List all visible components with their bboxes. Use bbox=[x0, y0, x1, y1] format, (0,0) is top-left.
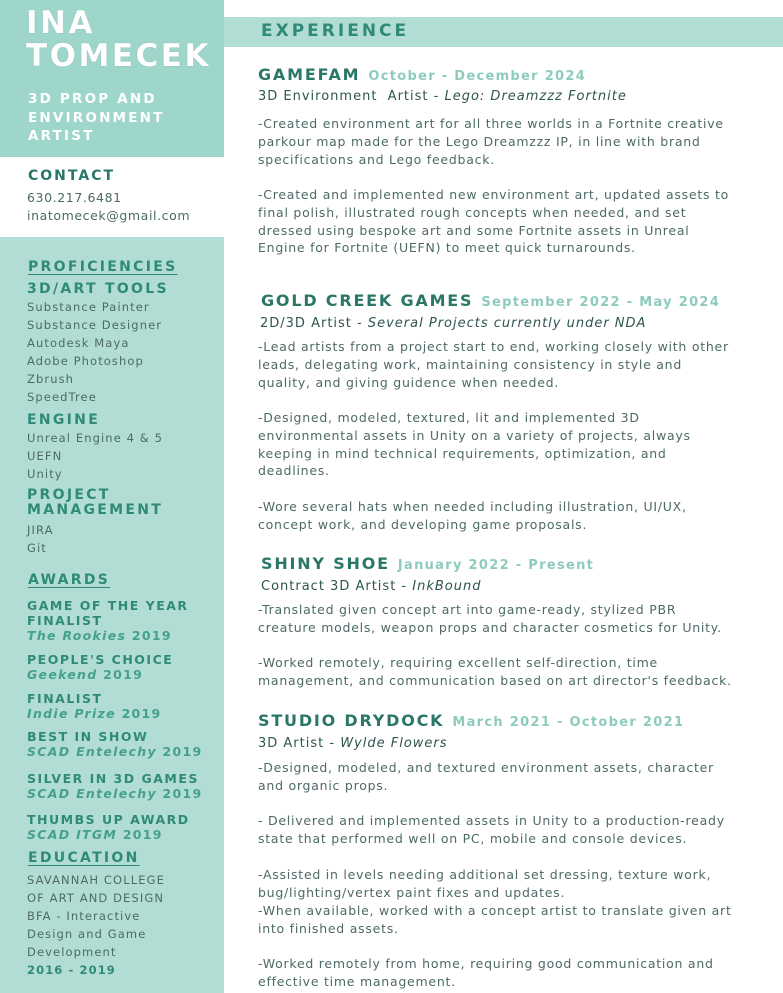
job-title-line: 3D PROP AND bbox=[28, 91, 157, 107]
contact-heading: CONTACT bbox=[28, 168, 116, 184]
award-title: PEOPLE'S CHOICE bbox=[27, 652, 174, 667]
company-name: GOLD CREEK GAMES bbox=[261, 291, 474, 310]
job-description: -Worked remotely, requiring excellent self-direction, time management, and communication based on art director's feedback. bbox=[258, 655, 732, 688]
award-title: BEST IN SHOW bbox=[27, 729, 149, 744]
job-role bbox=[258, 89, 627, 104]
job-description: -Wore several hats when needed including illustration, UI/UX, concept work, and developing game proposals. bbox=[258, 499, 687, 532]
award-org-name: Geekend bbox=[27, 667, 98, 682]
award-org-name: SCAD Entelechy bbox=[27, 786, 157, 801]
skill-item: Unreal Engine 4 & 5 bbox=[27, 431, 164, 445]
award-title: THUMBS UP AWARD bbox=[27, 812, 190, 827]
award-org bbox=[27, 706, 162, 721]
award-org-name: SCAD Entelechy bbox=[27, 744, 157, 759]
job-header bbox=[258, 65, 586, 84]
phone-number: 630.217.6481 bbox=[27, 190, 122, 205]
role-title: 3D Environment Artist - bbox=[258, 89, 445, 104]
award-year: 2019 bbox=[162, 744, 203, 759]
award-org bbox=[27, 628, 172, 643]
role-title: 2D/3D Artist - bbox=[260, 316, 368, 331]
company-name: SHINY SHOE bbox=[261, 554, 390, 573]
job-role bbox=[258, 736, 448, 751]
education-years: 2016 - 2019 bbox=[27, 963, 116, 977]
proficiencies-heading: PROFICIENCIES bbox=[28, 259, 178, 275]
education-line: Design and Game bbox=[27, 927, 147, 941]
project-name: Several Projects currently under NDA bbox=[367, 316, 647, 331]
award-org bbox=[27, 667, 143, 682]
award-year: 2019 bbox=[103, 667, 144, 682]
job-description: -Created and implemented new environment art, updated assets to final polish, illustrated rough concepts when needed, and set dressed using bespoke art and some Fortnite assets in Unreal Engine for Fortnite (UEFN) to meet quick turnarounds. bbox=[258, 187, 730, 256]
skill-item: Adobe Photoshop bbox=[27, 354, 144, 368]
job-description: - Delivered and implemented assets in Unity to a production-ready state that performed well on PC, mobile and console devices. bbox=[258, 813, 725, 846]
skill-item: JIRA bbox=[27, 523, 54, 537]
job-dates: March 2021 - October 2021 bbox=[452, 715, 685, 730]
project-name: Lego: Dreamzzz Fortnite bbox=[444, 89, 627, 104]
award-year: 2019 bbox=[162, 786, 203, 801]
art-tools-heading: 3D/ART TOOLS bbox=[27, 281, 169, 297]
job-description: -Assisted in levels needing additional set dressing, texture work, bug/lighting/vertex paint fixes and updates. bbox=[258, 867, 712, 900]
company-name: GAMEFAM bbox=[258, 65, 361, 84]
skill-item: Zbrush bbox=[27, 372, 75, 386]
award-org bbox=[27, 827, 163, 842]
award-org-name: SCAD ITGM bbox=[27, 827, 118, 842]
award-title: SILVER IN 3D GAMES bbox=[27, 771, 199, 786]
education-line: SAVANNAH COLLEGE bbox=[27, 873, 165, 887]
job-role bbox=[261, 579, 481, 594]
job-title-line: ARTIST bbox=[28, 128, 95, 144]
project-name: Wylde Flowers bbox=[340, 736, 448, 751]
award-title: GAME OF THE YEAR bbox=[27, 598, 189, 613]
project-management-heading: MANAGEMENT bbox=[27, 502, 164, 518]
job-description: -Translated given concept art into game-ready, stylized PBR creature models, weapon props and character cosmetics for Unity. bbox=[258, 602, 722, 635]
job-title-line: ENVIRONMENT bbox=[28, 109, 165, 126]
job-description: -Designed, modeled, and textured environment assets, character and organic props. bbox=[258, 760, 714, 793]
experience-heading: EXPERIENCE bbox=[261, 21, 410, 41]
skill-item: Unity bbox=[27, 467, 63, 481]
job-description: -Lead artists from a project start to end, working closely with other leads, delegating work, maintaining consistency in style and quality, and giving guidence when needed. bbox=[258, 339, 729, 390]
job-header bbox=[261, 554, 594, 573]
skill-item: Substance Designer bbox=[27, 318, 163, 332]
first-name: INA bbox=[26, 5, 95, 41]
job-description: -Worked remotely from home, requiring good communication and effective time management. bbox=[258, 956, 714, 989]
award-org-name: Indie Prize bbox=[27, 706, 116, 721]
skill-item: SpeedTree bbox=[27, 390, 97, 404]
project-name: InkBound bbox=[412, 579, 482, 594]
job-description: -Created environment art for all three worlds in a Fortnite creative parkour map made for the Lego Dreamzzz IP, in line with brand specifications and Lego feedback. bbox=[258, 116, 724, 167]
skill-item: Autodesk Maya bbox=[27, 336, 130, 350]
award-org-name: The Rookies bbox=[27, 628, 127, 643]
engine-heading: ENGINE bbox=[27, 412, 101, 428]
award-org bbox=[27, 786, 203, 801]
award-year: 2019 bbox=[121, 706, 162, 721]
job-dates: October - December 2024 bbox=[368, 69, 587, 84]
role-title: 3D Artist - bbox=[258, 736, 341, 751]
job-dates: January 2022 - Present bbox=[397, 558, 595, 573]
email-address: inatomecek@gmail.com bbox=[27, 208, 191, 223]
education-line: BFA - Interactive bbox=[27, 909, 141, 923]
job-header bbox=[261, 291, 720, 310]
award-title: FINALIST bbox=[27, 613, 103, 628]
awards-heading: AWARDS bbox=[28, 572, 111, 588]
award-year: 2019 bbox=[131, 628, 172, 643]
last-name: TOMECEK bbox=[26, 38, 211, 74]
education-line: OF ART AND DESIGN bbox=[27, 891, 165, 905]
job-role bbox=[260, 316, 646, 331]
award-year: 2019 bbox=[122, 827, 163, 842]
skill-item: Substance Painter bbox=[27, 300, 150, 314]
education-line: Development bbox=[27, 945, 117, 959]
education-heading: EDUCATION bbox=[28, 850, 140, 866]
skill-item: Git bbox=[27, 541, 47, 555]
job-description: -Designed, modeled, textured, lit and implemented 3D environmental assets in Unity on a variety of projects, always keeping in mind technical requirements, optimization, and deadlines. bbox=[258, 410, 691, 479]
award-title: FINALIST bbox=[27, 691, 103, 706]
skill-item: UEFN bbox=[27, 449, 63, 463]
job-dates: September 2022 - May 2024 bbox=[481, 295, 721, 310]
project-management-heading: PROJECT bbox=[27, 487, 111, 503]
company-name: STUDIO DRYDOCK bbox=[258, 711, 445, 730]
role-title: Contract 3D Artist - bbox=[261, 579, 413, 594]
job-description: -When available, worked with a concept artist to translate given art into finished assets. bbox=[258, 903, 732, 936]
job-header bbox=[258, 711, 684, 730]
award-org bbox=[27, 744, 203, 759]
